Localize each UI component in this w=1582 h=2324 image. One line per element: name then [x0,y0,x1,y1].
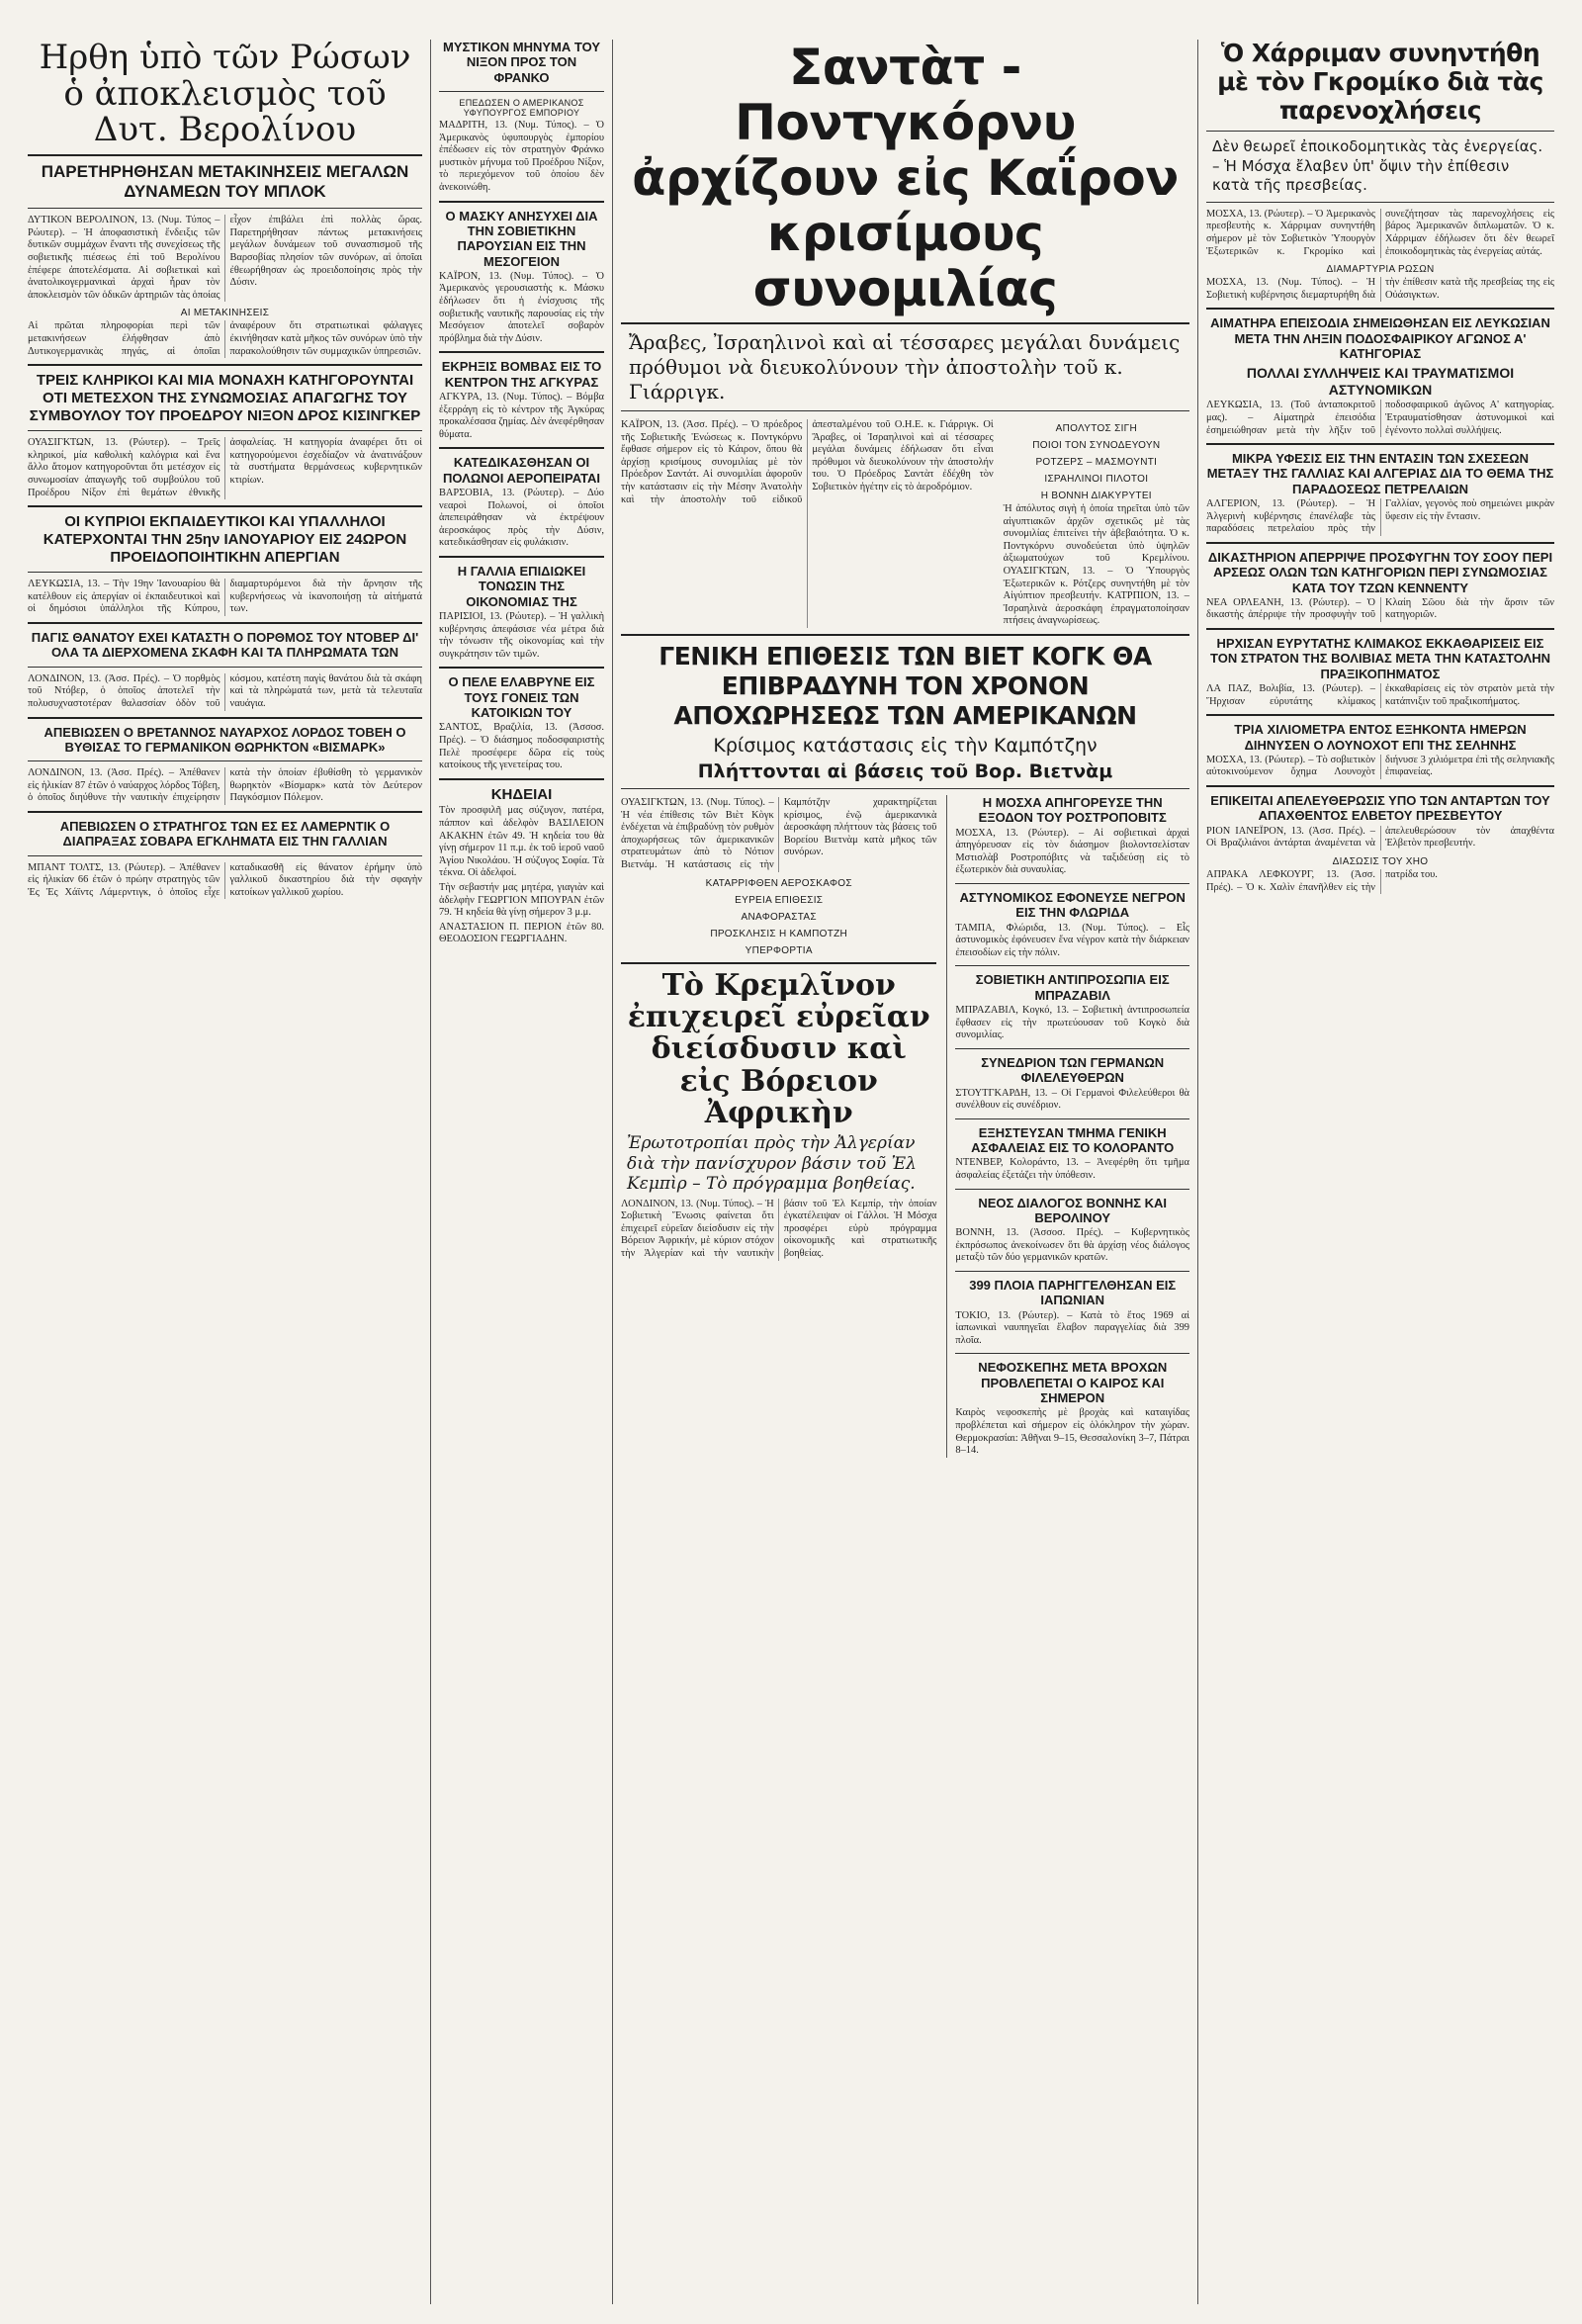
column-3 [613,40,1198,2304]
berlin-body: ΔΥΤΙΚΟΝ ΒΕΡΟΛΙΝΟΝ, 13. (Νυμ. Τύπος – Ρώυτερ). – Ἡ ἀποφασιστικὴ ἔνδειξις τῶν δυτικῶν συμμάχων ἔναντι τῆς συνεχίσεως τῆς σοβιετικῆς πιέσεως ἐπὶ τοῦ Βερολίνου ἐπέφερε ἀποτελέσματα. Αἱ σοβιετικαὶ καὶ ἀνατολικογερμανικαὶ ἀρχαὶ ἦραν τὸν ἀποκλεισμὸν τῶν ὁδικῶν ἀρτηριῶν τὰς ὁποίας εἶχον ἐπιβάλει ἐπὶ πολλὰς ὥρας. Παρετηρήθησαν πάντως μετακινήσεις μεγάλων δυνάμεων τοῦ συνασπισμοῦ τῆς Βαρσοβίας πλησίον τῶν συνόρων, αἱ ὁποῖαι ἐθεωρήθησαν ὡς προειδοποίησις πρὸς τὴν Δύσιν. [28,215,422,301]
kremlin-body: ΛΟΝΔΙΝΟΝ, 13. (Νυμ. Τύπος). – Ἡ Σοβιετικὴ Ἕνωσις φαίνεται ὅτι ἐπιχειρεῖ εὐρεῖαν διείσδυσιν εἰς τὴν Βόρειον Ἀφρικήν, μὲ κύριον στόχον τὴν Ἀλγερίαν καὶ τὴν ναυτικὴν βάσιν τοῦ Ἐλ Κεμπίρ, τὴν ὁποίαν ἐγκατέλειψαν οἱ Γάλλοι. Ἡ Μόσχα προσφέρει εὐρὺ πρόγραμμα οἰκονομικῆς καὶ στρατιωτικῆς βοηθείας. [621,1198,937,1259]
divider [955,1048,1189,1049]
divider [1206,131,1554,132]
rostropovich-headline: Η ΜΟΣΧΑ ΑΠΗΓΟΡΕΥΣΕ ΤΗΝ ΕΞΟΔΟΝ ΤΟΥ ΡΟΣΤΡΟΠΟΒΙΤΣ [978,794,1167,826]
muskie-headline: Ο ΜΑΣΚΥ ΑΝΗΣΥΧΕΙ ΔΙΑ ΤΗΝ ΣΟΒΙΕΤΙΚΗΝ ΠΑΡΟΥΣΙΑΝ ΕΙΣ ΤΗΝ ΜΕΣΟΓΕΙΟΝ [445,208,598,269]
divider [28,760,422,761]
vc-subhead-4: ΠΡΟΣΚΛΗΣΙΣ Η ΚΑΜΠΟΤΖΗ [710,928,848,939]
harriman-subhead: ΔΙΑΜΑΡΤΥΡΙΑ ΡΩΣΩΝ [1326,264,1435,276]
harriman-sub-body: ΜΟΣΧΑ, 13. (Νυμ. Τύπος). – Ἡ Σοβιετικὴ κυβέρνησις διεμαρτυρήθη διὰ τὴν ἐπίθεσιν κατὰ τῆς πρεσβείας της εἰς Οὐάσιγκτων. [1206,277,1554,301]
divider [1206,202,1554,203]
vc-subhead-2: ΕΥΡΕΙΑ ΕΠΙΘΕΣΙΣ [735,894,824,906]
shaw-body: ΝΕΑ ΟΡΛΕΑΝΗ, 13. (Ρώυτερ). – Ὁ δικαστὴς ἀπέρριψε τὴν προσφυγὴν τοῦ Κλαίη Σῶου διὰ τὴν ἄρσιν τῶν κατηγοριῶν. [1206,596,1554,621]
divider [955,1189,1189,1190]
divider [1206,542,1554,544]
divider [28,811,422,813]
harriman-deck: Δὲν θεωρεῖ ἐποικοδομητικὰς τὰς ἐνεργείας. – Ἡ Μόσχα ἔλαβεν ὑπ' ὄψιν τὴν ἐπίθεσιν κατὰ τῆς πρεσβείας. [1212,137,1543,195]
vietcong-deck-1: Κρίσιμος κατάστασις εἰς τὴν Καμπότζην [713,734,1098,757]
florida-headline: ΑΣΤΥΝΟΜΙΚΟΣ ΕΦΟΝΕΥΣΕ ΝΕΓΡΟΝ ΕΙΣ ΤΗΝ ΦΛΩΡΙΔΑ [959,889,1186,921]
divider [439,201,604,203]
bolivia-headline: ΗΡΧΙΣΑΝ ΕΥΡΥΤΑΤΗΣ ΚΛΙΜΑΚΟΣ ΕΚΚΑΘΑΡΙΣΕΙΣ ΕΙΣ ΤΟΝ ΣΤΡΑΤΟΝ ΤΗΣ ΒΟΛΙΒΙΑΣ ΜΕΤΑ ΤΗΝ ΚΑΤΑΣΤΟΛΗΝ ΠΡΑΞΙΚΟΠΗΜΑΤΟΣ [1210,636,1550,681]
divider [621,410,1189,411]
cyprus-strike-headline: ΟΙ ΚΥΠΡΙΟΙ ΕΚΠΑΙΔΕΥΤΙΚΟΙ ΚΑΙ ΥΠΑΛΛΗΛΟΙ ΚΑΤΕΡΧΟΝΤΑΙ ΤΗΝ 25ην ΙΑΝΟΥΑΡΙΟΥ ΕΙΣ 24ΩΡΟΝ ΠΡΟΕΙΔΟΠΟΙΗΤΙΚΗΝ ΑΠΕΡΓΙΑΝ [43,513,407,566]
lead-headline-berlin: Ηρθη ὑπὸ τῶν Ρώσων ὁ ἀποκλεισμὸς τοῦ Δυτ. Βερολίνου [39,40,411,150]
polish-hijackers-body: ΒΑΡΣΟΒΙΑ, 13. (Ρώυτερ). – Δύο νεαροὶ Πολωνοί, οἱ ὁποῖοι ἀπεπειράθησαν νὰ ἐκτρέψουν ἀεροσκάφος πρὸς τὴν Δύσιν, κατεδικάσθησαν εἰς φυλάκισιν. [439,488,604,549]
liberals-body: ΣΤΟΥΤΓΚΑΡΔΗ, 13. – Οἱ Γερμανοὶ Φιλελεύθεροι θὰ συνέλθουν εἰς συνέδριον. [955,1087,1189,1112]
bonn-berlin-body: ΒΟΝΝΗ, 13. (Ἀσσοσ. Πρές). – Κυβερνητικὸς ἐκπρόσωπος ἀνεκοίνωσεν ὅτι θὰ ἀρχίσῃ νέος διάλογος μεταξὺ τῶν δύο γερμανικῶν κρατῶν. [955,1227,1189,1264]
colorado-headline: ΕΞΗΣΤΕΥΣΑΝ ΤΜΗΜΑ ΓΕΝΙΚΗ ΑΣΦΑΛΕΙΑΣ ΕΙΣ ΤΟ ΚΟΛΟΡΑΝΤΟ [971,1124,1175,1156]
berlin-subhead: ΑΙ ΜΕΤΑΚΙΝΗΣΕΙΣ [180,308,270,319]
cyprus-strike-body: ΛΕΥΚΩΣΙΑ, 13. – Τὴν 19ην Ἰανουαρίου θὰ κατέλθουν εἰς ἀπεργίαν οἱ ἐκπαιδευτικοὶ καὶ οἱ δημόσιοι ὑπάλληλοι τῆς Κύπρου, διαμαρτυρόμενοι διὰ τὴν ἄρνησιν τῆς κυβερνήσεως νὰ ἱκανοποιήσῃ τὰ αἰτήματά των. [28,579,422,615]
ankara-bomb-headline: ΕΚΡΗΞΙΣ ΒΟΜΒΑΣ ΕΙΣ ΤΟ ΚΕΝΤΡΟΝ ΤΗΣ ΑΓΚΥΡΑΣ [441,359,602,390]
florida-body: ΤΑΜΠΑ, Φλώριδα, 13. (Νυμ. Τύπος). – Εἷς ἀστυνομικὸς ἐφόνευσεν ἕνα νέγρον κατὰ τὴν διάρκειαν ἐπεισοδίων εἰς τὴν πόλιν. [955,922,1189,958]
divider [439,778,604,780]
lammerding-headline: ΑΠΕΒΙΩΣΕΝ Ο ΣΤΡΑΤΗΓΟΣ ΤΩΝ ΕΣ ΕΣ ΛΑΜΕΡΝΤΙΚ Ο ΔΙΑΠΡΑΞΑΣ ΣΟΒΑΡΑ ΕΓΚΛΗΜΑΤΑ ΕΙΣ ΤΗΝ ΓΑΛΛΙΑΝ [59,818,391,849]
swiss-ambassador-headline: ΕΠΙΚΕΙΤΑΙ ΑΠΕΛΕΥΘΕΡΩΣΙΣ ΥΠΟ ΤΩΝ ΑΝΤΑΡΤΩΝ ΤΟΥ ΑΠΑΧΘΕΝΤΟΣ ΕΛΒΕΤΟΥ ΠΡΕΣΒΕΥΤΟΥ [1210,793,1550,824]
subhead-bonn: Η ΒΟΝΝΗ ΔΙΑΚΥΡΥΤΕΙ [1040,491,1152,501]
divider [28,430,422,431]
divider [955,1118,1189,1119]
harriman-headline: Ὁ Χάρριμαν συνηντήθη μὲ τὸν Γκρομίκο διὰ τὰς παρενοχλήσεις [1217,40,1543,125]
divider [955,883,1189,884]
brazzaville-headline: ΣΟΒΙΕΤΙΚΗ ΑΝΤΙΠΡΟΣΩΠΙΑ ΕΙΣ ΜΠΡΑΖΑΒΙΛ [975,972,1170,1003]
clergy-headline: ΤΡΕΙΣ ΚΛΗΡΙΚΟΙ ΚΑΙ ΜΙΑ ΜΟΝΑΧΗ ΚΑΤΗΓΟΡΟΥΝΤΑΙ ΟΤΙ ΜΕΤΕΣΧΟΝ ΤΗΣ ΣΥΝΩΜΟΣΙΑΣ ΑΠΑΓΩΓΗΣ ΤΟΥ ΣΥΜΒΟΥΛΟΥ ΤΟΥ ΠΡΟΕΔΡΟΥ ΝΙΞΟΝ ΔΡΟΣ ΚΙΣΙΝΓΚΕΡ [29,372,421,424]
sadat-side-body: Ἡ ἀπόλυτος σιγὴ ἡ ὁποία τηρεῖται ὑπὸ τῶν αἰγυπτιακῶν ἀρχῶν σχετικῶς μὲ τὰς συνομιλίας ἐπιτείνει τὴν ἀβεβαιότητα. Ὁ κ. Ποντγκόρνυ συνοδεύεται ὑπὸ ὑψηλῶν ἀξιωματούχων τοῦ Κρεμλίνου. ΟΥΑΣΙΓΚΤΩΝ, 13. – Ὁ Ὑπουργὸς Ἐξωτερικῶν κ. Ρότζερς συνηντήθη μὲ τὸν Αἰγύπτιον πρεσβευτήν. ΚΑΤΡΠΙΟΝ, 13. – Ἰσραηλινὰ ἀεροσκάφη ἐπραγματοποίησαν πτήσεις ἀναγνωρίσεως. [1003,503,1189,627]
divider [621,322,1189,324]
divider [28,667,422,668]
nicosia-riot-deck: ΠΟΛΛΑΙ ΣΥΛΛΗΨΕΙΣ ΚΑΙ ΤΡΑΥΜΑΤΙΣΜΟΙ ΑΣΤΥΝΟΜΙΚΩΝ [1246,365,1515,398]
lunokhod-body: ΜΟΣΧΑ, 13. (Ρώυτερ). – Τὸ σοβιετικὸν αὐτοκινούμενον ὄχημα Λουνοχὸτ διήνυσε 3 χιλιόμετρα ἐπὶ τῆς σεληνιακῆς ἐπιφανείας. [1206,754,1554,778]
berlin-deck: ΠΑΡΕΤΗΡΗΘΗΣΑΝ ΜΕΤΑΚΙΝΗΣΕΙΣ ΜΕΓΑΛΩΝ ΔΥΝΑΜΕΩΝ ΤΟΥ ΜΠΛΟΚ [41,162,409,202]
swiss-ambassador-body: ΡΙΟΝ ΙΑΝΕΪΡΟΝ, 13. (Ἀσσ. Πρές). – Οἱ Βραζιλιάνοι ἀντάρται ἀναμένεται νὰ ἀπελευθερώσουν τὸν ἀπαχθέντα Ἐλβετὸν πρεσβευτήν. [1206,825,1554,849]
funerals-title: ΚΗΔΕΙΑΙ [490,785,553,803]
ships-headline: 399 ΠΛΟΙΑ ΠΑΡΗΓΓΕΛΘΗΣΑΝ ΕΙΣ ΙΑΠΩΝΙΑΝ [969,1277,1177,1308]
tovey-body: ΛΟΝΔΙΝΟΝ, 13. (Ἀσσ. Πρές). – Ἀπέθανεν εἰς ἡλικίαν 87 ἐτῶν ὁ ναύαρχος λόρδος Τόβεη, ὁ ὁποῖος διηύθυνε τὴν ναυτικὴν ἐπιχείρησιν κατὰ τὴν ὁποίαν ἐβυθίσθη τὸ γερμανικὸν θωρηκτὸν «Βίσμαρκ» κατὰ τὸν Δεύτερον Παγκόσμιον Πόλεμον. [28,767,422,804]
funeral-notice-3: ΑΝΑΣΤΑΣΙΟΝ Π. ΠΕΡΙΟΝ ἐτῶν 80. ΘΕΟΔΟΣΙΟΝ ΓΕΩΡΓΙΑΔΗΝ. [439,921,604,945]
nixon-franco-body: ΜΑΔΡΙΤΗ, 13. (Νυμ. Τύπος). – Ὁ Ἀμερικανὸς ὑφυπουργὸς ἐμπορίου ἐπέδωσεν εἰς τὸν στρατηγὸν Φράνκο μυστικὸν μήνυμα τοῦ Προέδρου Νίξον, τὸ περιεχόμενον τοῦ ὁποίου δὲν ἀνεκοινώθη. [439,119,604,193]
subhead-pilots: ΙΣΡΑΗΛΙΝΟΙ ΠΙΛΟΤΟΙ [1044,474,1149,485]
swiss-subhead: ΔΙΑΣΩΣΙΣ ΤΟΥ ΧΗΟ [1332,855,1429,867]
lower-left [621,795,936,1458]
column-4 [1198,40,1562,2304]
divider [621,962,936,964]
divider [1206,628,1554,630]
divider [1206,714,1554,716]
divider [955,965,1189,966]
swiss-sub-body: ΑΠΡΑΚΑ ΛΕΦΚΟΥΡΓ, 13. (Ἀσσ. Πρές). – Ὁ κ. Χαλὶν ἐπανῆλθεν εἰς τὴν πατρίδα του. [1206,868,1438,893]
lammerding-body: ΜΠΑΝΤ ΤΟΛΤΣ, 13. (Ρώυτερ). – Ἀπέθανεν εἰς ἡλικίαν 66 ἐτῶν ὁ πρώην στρατηγὸς τῶν Ἐς Ἐς Χάϊντς Λάμερντιγκ, ὁ ὁποῖος εἶχε καταδικασθῆ εἰς θάνατον ἐρήμην ὑπὸ γαλλικοῦ δικαστηρίου διὰ τὴν σφαγὴν κατοίκων γαλλικοῦ χωρίου. [28,861,422,898]
bonn-berlin-headline: ΝΕΟΣ ΔΙΑΛΟΓΟΣ ΒΟΝΝΗΣ ΚΑΙ ΒΕΡΟΛΙΝΟΥ [978,1195,1168,1225]
pele-body: ΣΑΝΤΟΣ, Βραζιλία, 13. (Ἀσσοσ. Πρές). – Ὁ διάσημος ποδοσφαιριστὴς Πελὲ προσέφερε δῶρα εἰς τοὺς κατοίκους τῆς γενετείρας του. [439,722,604,771]
subhead-rogers: ΡΟΤΖΕΡΣ – ΜΑΣΜΟΥΝΤΙ [1035,457,1158,468]
divider [28,154,422,156]
brazzaville-body: ΜΠΡΑΖΑΒΙΛ, Κογκό, 13. – Σοβιετικὴ ἀντιπροσωπεία ἔφθασεν εἰς τὴν πρωτεύουσαν τοῦ Κογκὸ διὰ συνομιλίας. [955,1005,1189,1041]
ships-body: ΤΟΚΙΟ, 13. (Ρώυτερ). – Κατὰ τὸ ἔτος 1969 αἱ ἰαπωνικαὶ ναυπηγεῖαι ἔλαβον παραγγελίας διὰ 399 πλοῖα. [955,1309,1189,1346]
divider [28,364,422,366]
lower-wrap [621,795,1189,1458]
liberals-headline: ΣΥΝΕΔΡΙΟΝ ΤΩΝ ΓΕΡΜΑΝΩΝ ΦΙΛΕΛΕΥΘΕΡΩΝ [981,1054,1165,1086]
dover-body: ΛΟΝΔΙΝΟΝ, 13. (Ἀσσ. Πρές). – Ὁ πορθμὸς τοῦ Ντόβερ, ὁ ὁποῖος ἀποτελεῖ τὴν πολυσυχναστοτέραν θαλασσίαν ὁδὸν τοῦ κόσμου, κατέστη παγὶς θανάτου διὰ τὰ σκάφη καὶ τὰ πληρώματά των, μετὰ τὰ τελευταῖα ναυάγια. [28,672,422,709]
weather-headline: ΝΕΦΟΣΚΕΠΗΣ ΜΕΤΑ ΒΡΟΧΩΝ ΠΡΟΒΛΕΠΕΤΑΙ Ο ΚΑΙΡΟΣ ΚΑΙ ΣΗΜΕΡΟΝ [978,1360,1168,1406]
sadat-podgorny-body: ΚΑΪΡΟΝ, 13. (Ἀσσ. Πρές). – Ὁ πρόεδρος τῆς Σοβιετικῆς Ἑνώσεως κ. Ποντγκόρνυ ἔφθασε σήμερον εἰς τὸ Κάιρον, ὅπου θὰ ἀρχίσῃ κρισίμους συνομιλίας μὲ τὸν Πρόεδρον Σαντάτ. Αἱ συνομιλίαι ἀφοροῦν τὴν κατάστασιν εἰς τὴν Μέσην Ἀνατολὴν καὶ τὴν ἀποστολὴν τοῦ εἰδικοῦ ἀπεσταλμένου τοῦ Ο.Η.Ε. κ. Γιάρριγκ. Οἱ Ἄραβες, οἱ Ἰσραηλινοὶ καὶ αἱ τέσσαρες μεγάλαι δυνάμεις ἐδήλωσαν ὅτι εἶναι πρόθυμοι νὰ διευκολύνουν τὴν ἀποστολήν του. Ὁ Πρόεδρος Σαντὰτ ἐδέχθη τὸν Σοβιετικὸν ἡγέτην εἰς τὸ ἀεροδρόμιον. [621,419,994,505]
rostropovich-body: ΜΟΣΧΑ, 13. (Ρώυτερ). – Αἱ σοβιετικαὶ ἀρχαὶ ἀπηγόρευσαν εἰς τὸν διάσημον βιολοντσελίσταν Μστισλὰβ Ροστροπόβιτς νὰ ταξιδεύσῃ εἰς τὸ ἐξωτερικὸν διὰ συναυλίας. [955,827,1189,876]
pele-headline: Ο ΠΕΛΕ ΕΛΑΒΡΥΝΕ ΕΙΣ ΤΟΥΣ ΓΟΝΕΙΣ ΤΩΝ ΚΑΤΟΙΚΙΩΝ ΤΟΥ [448,674,595,721]
subhead-escorts: ΠΟΙΟΙ ΤΟΝ ΣΥΝΟΔΕΥΟΥΝ [1032,440,1161,451]
nixon-franco-deck: ΕΠΕΔΩΣΕΝ Ο ΑΜΕΡΙΚΑΝΟΣ ΥΦΥΠΟΥΡΓΟΣ ΕΜΠΟΡΙΟΥ [459,97,584,118]
divider [28,855,422,856]
divider [621,788,1189,789]
tovey-headline: ΑΠΕΒΙΩΣΕΝ Ο ΒΡΕΤΑΝΝΟΣ ΝΑΥΑΡΧΟΣ ΛΟΡΔΟΣ ΤΟΒΕΗ Ο ΒΥΘΙΣΑΣ ΤΟ ΓΕΡΜΑΝΙΚΟΝ ΘΩΡΗΚΤΟΝ «ΒΙΣΜΑΡΚ» [44,724,406,755]
shaw-headline: ΔΙΚΑΣΤΗΡΙΟΝ ΑΠΕΡΡΙΨΕ ΠΡΟΣΦΥΓΗΝ ΤΟΥ ΣΟΟΥ ΠΕΡΙ ΑΡΣΕΩΣ ΟΛΩΝ ΤΩΝ ΚΑΤΗΓΟΡΙΩΝ ΠΕΡΙ ΣΥΝΩΜΟΣΙΑΣ ΚΑΤΑ ΤΟΥ ΤΖΩΝ ΚΕΝΝΕΝΤΥ [1207,549,1553,595]
lunokhod-headline: ΤΡΙΑ ΧΙΛΙΟΜΕΤΡΑ ΕΝΤΟΣ ΕΞΗΚΟΝΤΑ ΗΜΕΡΩΝ ΔΙΗΝΥΣΕΝ Ο ΛΟΥΝΟΧΟΤ ΕΠΙ ΤΗΣ ΣΕΛΗΝΗΣ [1234,722,1527,753]
colorado-body: ΝΤΕΝΒΕΡ, Κολοράντο, 13. – Ἀνεφέρθη ὅτι τμῆμα ἀσφαλείας ἐξετάζει τὴν ὑπόθεσιν. [955,1157,1189,1181]
divider [439,351,604,353]
vietcong-body: ΟΥΑΣΙΓΚΤΩΝ, 13. (Νυμ. Τύπος). – Ἡ νέα ἐπίθεσις τῶν Βιὲτ Κὸγκ ἐνδέχεται νὰ ἐπιβραδύνῃ τὸν ρυθμὸν ἀποχωρήσεως τῶν ἀμερικανικῶν στρατευμάτων ἀπὸ τὸ Νότιον Βιετνάμ. Ἡ κατάστασις εἰς τὴν Καμπότζην χαρακτηρίζεται κρίσιμος, ἐνῷ ἀμερικανικὰ ἀεροσκάφη πλήττουν τὰς βάσεις τοῦ Βορείου Βιετνὰμ κατὰ μῆκος τῶν συνόρων. [621,796,937,870]
berlin-sub-body: Αἱ πρῶται πληροφορίαι περὶ τῶν μετακινήσεων ἐλήφθησαν ἀπὸ Δυτικογερμανικὰς πηγάς, αἱ ὁποῖαι ἀναφέρουν ὅτι στρατιωτικαὶ φάλαγγες ἐκινήθησαν κατὰ μῆκος τῶν συνόρων ὑπὸ τὴν παρακολούθησιν τῶν συμμαχικῶν ὑπηρεσιῶν. [28,320,422,357]
vc-subhead-5: ΥΠΕΡΦΟΡΤΙΑ [745,944,813,956]
divider [621,634,1189,636]
divider [1206,308,1554,310]
divider [28,572,422,573]
column-1 [20,40,431,2304]
bolivia-body: ΛΑ ΠΑΖ, Βολιβία, 13. (Ρώυτερ). – Ἤρχισαν εὐρυτάτης κλίμακος ἐκκαθαρίσεις εἰς τὸν στρατὸν μετὰ τὴν κατάπνιξιν τοῦ πραξικοπήματος. [1206,683,1554,707]
divider [439,667,604,669]
france-economy-body: ΠΑΡΙΣΙΟΙ, 13. (Ρώυτερ). – Ἡ γαλλικὴ κυβέρνησις ἀπεφάσισε νέα μέτρα διὰ τὴν τόνωσιν τῆς οἰκονομίας καὶ τὴν συγκράτησιν τῶν τιμῶν. [439,611,604,660]
vietcong-deck-2: Πλήττονται αἱ βάσεις τοῦ Βορ. Βιετνὰμ [697,760,1113,782]
weather-body: Καιρὸς νεφοσκεπὴς μὲ βροχὰς καὶ καταιγίδας προβλέπεται καὶ σήμερον εἰς ὁλόκληρον τὴν χώραν. Θερμοκρασίαι: Ἀθῆναι 9–15, Θεσσαλονίκη 3–7, Πάτραι 8–14. [955,1407,1189,1457]
divider [439,556,604,558]
kremlin-headline: Τὸ Κρεμλῖνον ἐπιχειρεῖ εὐρεῖαν διείσδυσιν καὶ εἰς Βόρειον Ἀφρικὴν [627,967,930,1131]
funeral-notice-2: Τὴν σεβαστήν μας μητέρα, γιαγιὰν καὶ ἀδελφὴν ΓΕΩΡΓΙΟΝ ΜΠΟΥΡΑΝ ἐτῶν 79. Ἡ κηδεία θὰ γίνῃ σήμερον 3 μ.μ. [439,882,604,919]
divider [28,208,422,209]
algeria-oil-headline: ΜΙΚΡΑ ΥΦΕΣΙΣ ΕΙΣ ΤΗΝ ΕΝΤΑΣΙΝ ΤΩΝ ΣΧΕΣΕΩΝ ΜΕΤΑΞΥ ΤΗΣ ΓΑΛΛΙΑΣ ΚΑΙ ΑΛΓΕΡΙΑΣ ΔΙΑ ΤΟ ΘΕΜΑ ΤΗΣ ΠΑΡΑΔΟΣΕΩΣ ΠΕΤΡΕΛΑΙΩΝ [1206,451,1554,496]
vc-subhead-1: ΚΑΤΑΡΡΙΦΘΕΝ ΑΕΡΟΣΚΑΦΟΣ [705,877,852,889]
column-2 [431,40,613,2304]
funeral-notice-1: Τὸν προσφιλῆ μας σύζυγον, πατέρα, πάππον καὶ ἀδελφὸν ΒΑΣΙΛΕΙΟΝ ΑΚΑΚΗΝ ἐτῶν 49. Ἡ κηδεία του θὰ γίνῃ σήμερον 11 π.μ. ἐκ τοῦ ἱεροῦ ναοῦ Ἁγίου Νικολάου. Ἡ σύζυγος Σοφία. Τὰ τέκνα. Οἱ ἀδελφοί. [439,805,604,879]
clergy-body: ΟΥΑΣΙΓΚΤΩΝ, 13. (Ρώυτερ). – Τρεῖς κληρικοί, μία καθολικὴ καλόγρια καὶ ἕνα ἄλλο ἄτομον κατηγοροῦνται ὅτι μετέσχον εἰς συνωμοσίαν ἀπαγωγῆς τοῦ συμβούλου τοῦ Προέδρου Νίξον ἐπὶ θεμάτων ἐθνικῆς ἀσφαλείας. Ἡ κατηγορία ἀναφέρει ὅτι οἱ κατηγορούμενοι ἐσχεδίαζον νὰ ἀνατινάξουν τὰ συστήματα θερμάνσεως κυβερνητικῶν κτιρίων. [28,437,422,498]
divider [955,1353,1189,1354]
divider [1206,785,1554,787]
divider [28,717,422,719]
vietcong-headline: ΓΕΝΙΚΗ ΕΠΙΘΕΣΙΣ ΤΩΝ ΒΙΕΤ ΚΟΓΚ ΘΑ ΕΠΙΒΡΑΔΥΝΗ ΤΟΝ ΧΡΟΝΟΝ ΑΠΟΧΩΡΗΣΕΩΣ ΤΩΝ ΑΜΕΡΙΚΑΝΩΝ [659,641,1152,730]
muskie-body: ΚΑΪΡΟΝ, 13. (Νυμ. Τύπος). – Ὁ Ἀμερικανὸς γερουσιαστὴς κ. Μάσκυ ἐδήλωσεν ὅτι ἡ ἐνίσχυσις τῆς σοβιετικῆς ναυτικῆς παρουσίας εἰς τὴν Μεσόγειον ἀποτελεῖ σοβαρὸν πρόβλημα διὰ τὴν Δύσιν. [439,270,604,344]
nicosia-riot-headline: ΑΙΜΑΤΗΡΑ ΕΠΕΙΣΟΔΙΑ ΣΗΜΕΙΩΘΗΣΑΝ ΕΙΣ ΛΕΥΚΩΣΙΑΝ ΜΕΤΑ ΤΗΝ ΛΗΞΙΝ ΠΟΔΟΣΦΑΙΡΙΚΟΥ ΑΓΩΝΟΣ Α' ΚΑΤΗΓΟΡΙΑΣ [1210,315,1550,361]
divider [1206,443,1554,445]
sadat-podgorny-headline: Σαντὰτ - Ποντγκόρνυ ἀρχίζουν εἰς Καΐρον κρισίμους συνομιλίας [632,40,1179,317]
ankara-bomb-body: ΑΓΚΥΡΑ, 13. (Νυμ. Τύπος). – Βόμβα ἐξερράγη εἰς τὸ κέντρον τῆς Ἀγκύρας προκαλέσασα ζημίας. Δὲν ἀνεφέρθησαν θύματα. [439,392,604,440]
algeria-oil-body: ΑΛΓΕΡΙΟΝ, 13. (Ρώυτερ). – Ἡ Ἀλγερινὴ κυβέρνησις ἐπανέλαβε τὰς παραδόσεις πετρελαίου πρὸς τὴν Γαλλίαν, γεγονὸς ποὺ σημειώνει μικρὰν ὕφεσιν εἰς τὴν ἔντασιν. [1206,498,1554,535]
nixon-franco-headline: ΜΥΣΤΙΚΟΝ ΜΗΝΥΜΑ ΤΟΥ ΝΙΞΟΝ ΠΡΟΣ ΤΟΝ ΦΡΑΝΚΟ [443,40,600,85]
kremlin-deck: Ἐρωτοτροπίαι πρὸς τὴν Ἀλγερίαν διὰ τὴν πανίσχυρον βάσιν τοῦ Ἐλ Κεμπὶρ – Τὸ πρόγραμμα βοηθείας. [627,1133,917,1195]
vc-subhead-3: ΑΝΑΦΟΡΑΣΤΑΣ [741,911,817,923]
lower-right [946,795,1189,1458]
nicosia-riot-body: ΛΕΥΚΩΣΙΑ, 13. (Τοῦ ἀνταποκριτοῦ μας). – Αἱματηρὰ ἐπεισόδια ἐσημειώθησαν μετὰ τὴν λῆξιν τοῦ ποδοσφαιρικοῦ ἀγῶνος Α' κατηγορίας. Ἐτραυματίσθησαν ἀστυνομικοὶ καὶ ἐγένοντο πολλαὶ συλλήψεις. [1206,400,1554,436]
divider [28,622,422,624]
dover-headline: ΠΑΓΙΣ ΘΑΝΑΤΟΥ ΕΧΕΙ ΚΑΤΑΣΤΗ Ο ΠΟΡΘΜΟΣ ΤΟΥ ΝΤΟΒΕΡ ΔΙ' ΟΛΑ ΤΑ ΔΙΕΡΧΟΜΕΝΑ ΣΚΑΦΗ ΚΑΙ ΤΑ ΠΛΗΡΩΜΑΤΑ ΤΩΝ [31,630,419,661]
france-economy-headline: Η ΓΑΛΛΙΑ ΕΠΙΔΙΩΚΕΙ ΤΟΝΩΣΙΝ ΤΗΣ ΟΙΚΟΝΟΜΙΑΣ ΤΗΣ [457,564,586,609]
divider [955,1271,1189,1272]
sadat-side [1004,417,1189,628]
sadat-podgorny-deck: Ἄραβες, Ἰσραηλινοὶ καὶ αἱ τέσσαρες μεγάλαι δυνάμεις πρόθυμοι νὰ διευκολύνουν τὴν ἀποστολὴν τοῦ κ. Γιάρριγκ. [629,330,1181,403]
divider [439,447,604,449]
divider [28,505,422,507]
harriman-body: ΜΟΣΧΑ, 13. (Ρώυτερ). – Ὁ Ἀμερικανὸς πρεσβευτὴς κ. Χάρριμαν συνηντήθη σήμερον μὲ τὸν Σοβιετικὸν Ὑπουργὸν Ἐξωτερικῶν κ. Γκρομίκο καὶ συνεζήτησαν τὰς παρενοχλήσεις εἰς βάρος Ἀμερικανῶν διπλωματῶν. Ὁ κ. Χάρριμαν ἐδήλωσεν ὅτι δὲν θεωρεῖ ἐποικοδομητικὰς τὰς ἐνεργείας αὐτάς. [1206,208,1554,257]
sadat-body-wrap [621,417,1189,628]
polish-hijackers-headline: ΚΑΤΕΔΙΚΑΣΘΗΣΑΝ ΟΙ ΠΟΛΩΝΟΙ ΑΕΡΟΠΕΙΡΑΤΑΙ [443,455,600,486]
subhead-silence: ΑΠΟΛΥΤΟΣ ΣΙΓΗ [1055,423,1138,434]
divider [439,91,604,92]
